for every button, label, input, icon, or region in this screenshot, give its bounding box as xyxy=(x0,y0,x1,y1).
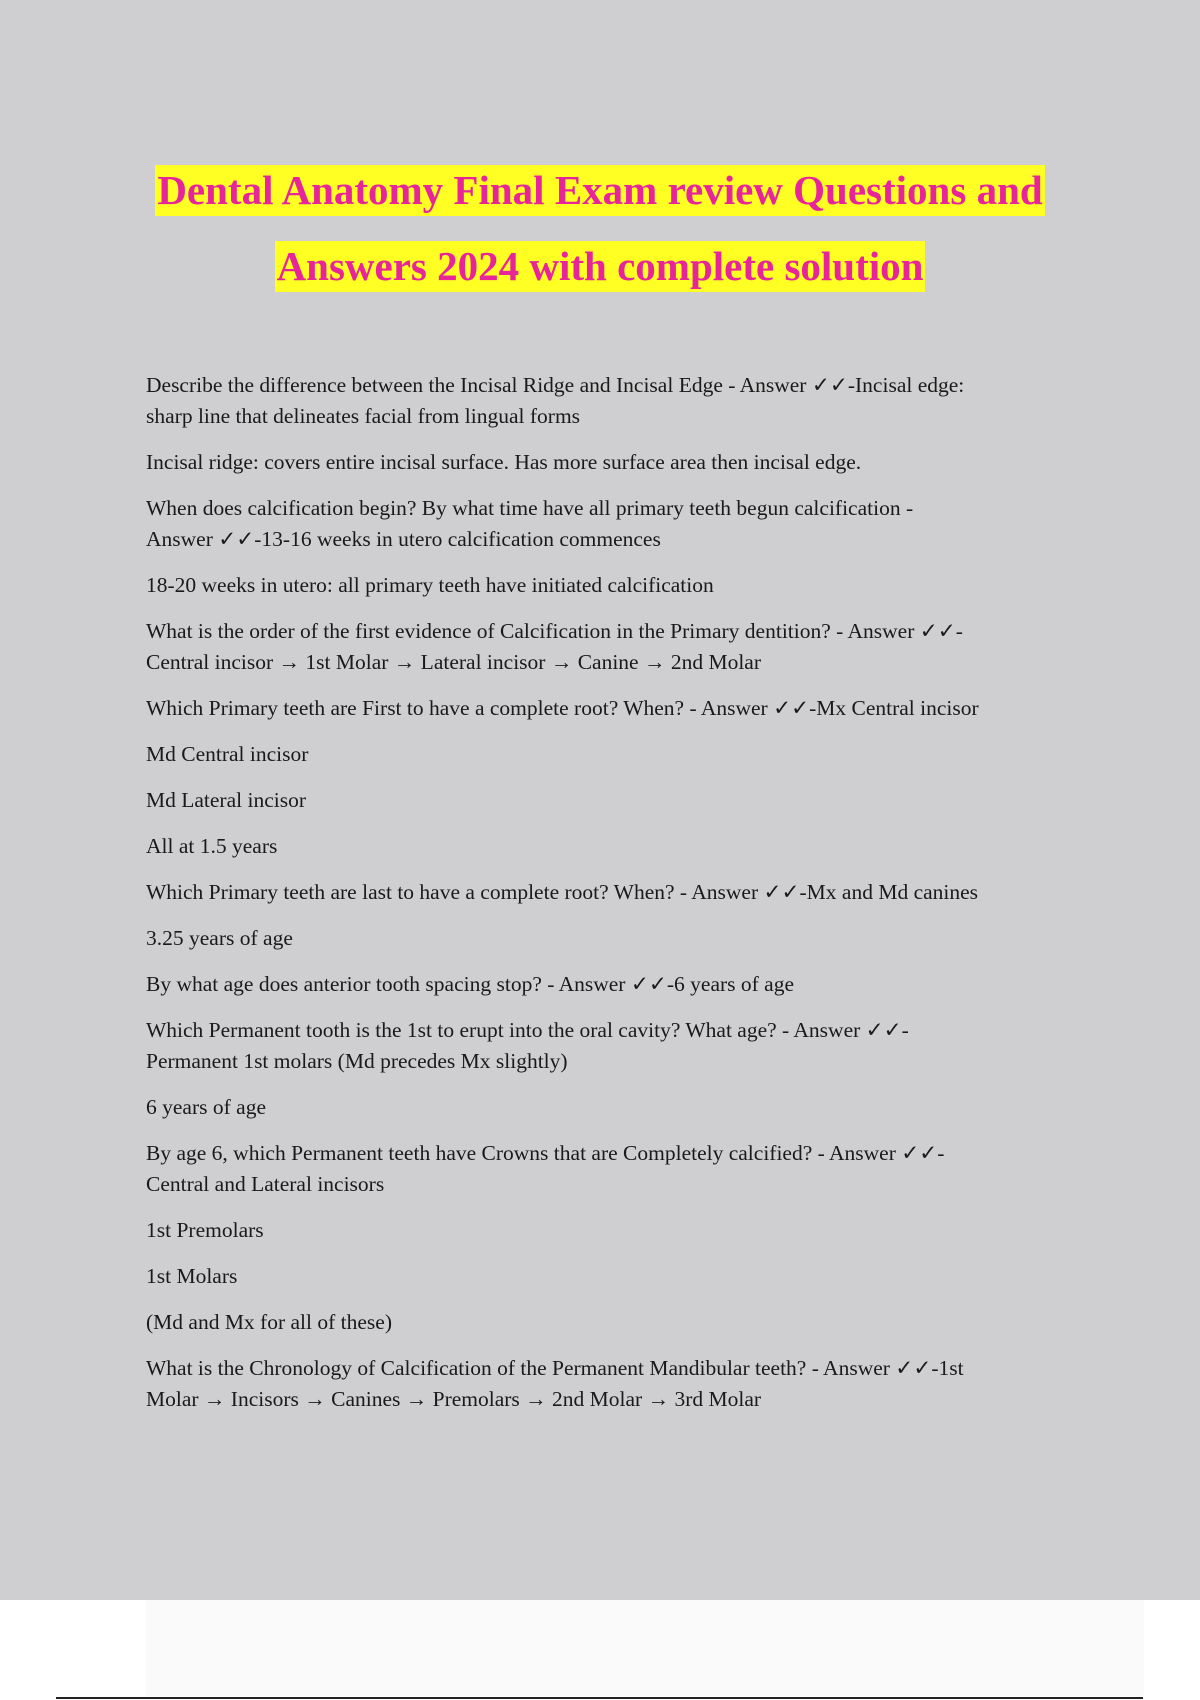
paragraph xyxy=(146,693,1096,739)
title-line-1: Dental Anatomy Final Exam review Questions and xyxy=(155,165,1044,216)
paragraph-line: Md Lateral incisor xyxy=(146,788,307,812)
paragraph xyxy=(146,1015,1096,1092)
paragraph xyxy=(146,370,1096,447)
paragraph xyxy=(146,1138,1096,1215)
paragraph-line: Molar → Incisors → Canines → Premolars → 2nd Molar → 3rd Molar xyxy=(146,1387,762,1411)
paragraph-line: 1st Molars xyxy=(146,1264,238,1288)
paragraph xyxy=(146,1261,1096,1307)
paragraph-line: Describe the difference between the Incisal Ridge and Incisal Edge - Answer ✓✓-Incisal edge: xyxy=(146,373,965,397)
paragraph xyxy=(146,1092,1096,1138)
paragraph xyxy=(146,785,1096,831)
paragraph-line: When does calcification begin? By what time have all primary teeth begun calcification - xyxy=(146,496,914,520)
paragraph xyxy=(146,616,1096,693)
paragraph-line: Permanent 1st molars (Md precedes Mx slightly) xyxy=(146,1049,568,1073)
paragraph-line: By what age does anterior tooth spacing stop? - Answer ✓✓-6 years of age xyxy=(146,972,795,996)
paragraph xyxy=(146,1307,1096,1353)
footer-divider xyxy=(56,1697,1143,1699)
paragraph-line: 18-20 weeks in utero: all primary teeth have initiated calcification xyxy=(146,573,714,597)
paragraph-line: What is the order of the first evidence of Calcification in the Primary dentition? - Answer ✓✓- xyxy=(146,619,963,643)
qa-content xyxy=(146,370,1096,1430)
paragraph-line: Which Primary teeth are First to have a complete root? When? - Answer ✓✓-Mx Central incisor xyxy=(146,696,979,720)
document-title xyxy=(0,165,1200,292)
paragraph-line: Central incisor → 1st Molar → Lateral incisor → Canine → 2nd Molar xyxy=(146,650,762,674)
paragraph xyxy=(146,969,1096,1015)
paragraph xyxy=(146,739,1096,785)
paragraph xyxy=(146,831,1096,877)
paragraph-line: 6 years of age xyxy=(146,1095,266,1119)
paragraph-line: What is the Chronology of Calcification of the Permanent Mandibular teeth? - Answer ✓✓-1st xyxy=(146,1356,964,1380)
paragraph xyxy=(146,493,1096,570)
paragraph-line: 1st Premolars xyxy=(146,1218,264,1242)
paragraph xyxy=(146,570,1096,616)
page-bottom-area xyxy=(146,1600,1144,1696)
paragraph-line: (Md and Mx for all of these) xyxy=(146,1310,392,1334)
paragraph-line: Which Permanent tooth is the 1st to erupt into the oral cavity? What age? - Answer ✓✓- xyxy=(146,1018,909,1042)
paragraph-line: Central and Lateral incisors xyxy=(146,1172,385,1196)
paragraph-line: All at 1.5 years xyxy=(146,834,278,858)
paragraph-line: 3.25 years of age xyxy=(146,926,293,950)
paragraph-line: Answer ✓✓-13-16 weeks in utero calcification commences xyxy=(146,527,661,551)
paragraph-line: Incisal ridge: covers entire incisal surface. Has more surface area then incisal edge. xyxy=(146,450,862,474)
paragraph xyxy=(146,447,1096,493)
paragraph-line: Md Central incisor xyxy=(146,742,309,766)
title-line-2: Answers 2024 with complete solution xyxy=(275,241,926,292)
paragraph xyxy=(146,1215,1096,1261)
paragraph xyxy=(146,1353,1096,1430)
paragraph-line: sharp line that delineates facial from lingual forms xyxy=(146,404,581,428)
paragraph xyxy=(146,877,1096,923)
paragraph xyxy=(146,923,1096,969)
paragraph-line: Which Primary teeth are last to have a complete root? When? - Answer ✓✓-Mx and Md canines xyxy=(146,880,979,904)
paragraph-line: By age 6, which Permanent teeth have Crowns that are Completely calcified? - Answer ✓✓- xyxy=(146,1141,945,1165)
